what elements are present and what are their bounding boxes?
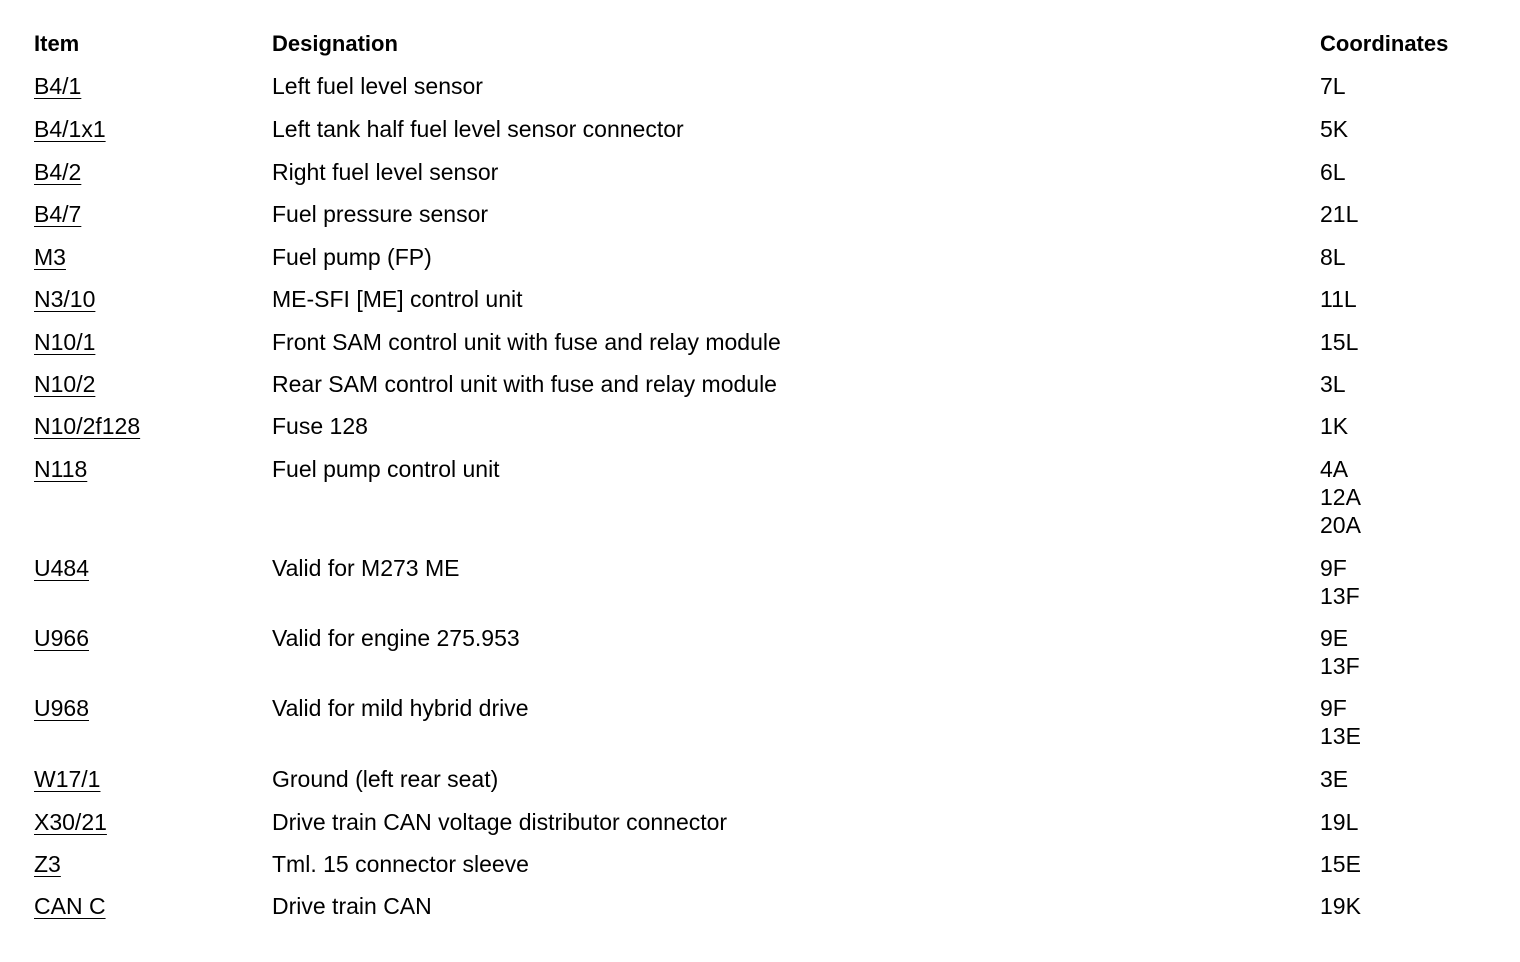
item-link[interactable]: N10/2 [34, 371, 96, 397]
coordinates-text: 9F 13E [1320, 695, 1361, 749]
item-link[interactable]: N3/10 [34, 286, 96, 312]
header-item: Item [34, 31, 80, 56]
designation-text: Fuse 128 [272, 413, 368, 439]
item-link[interactable]: U966 [34, 625, 89, 651]
item-link[interactable]: N10/1 [34, 329, 96, 355]
coordinates-text: 3E [1320, 766, 1349, 792]
designation-text: Right fuel level sensor [272, 159, 499, 185]
designation-text: Drive train CAN [272, 893, 432, 919]
item-link[interactable]: W17/1 [34, 766, 101, 792]
designation-text: Valid for mild hybrid drive [272, 695, 529, 721]
item-link[interactable]: CAN C [34, 893, 106, 919]
coordinates-text: 11L [1320, 286, 1357, 312]
coordinates-text: 9F 13F [1320, 555, 1360, 609]
header-coordinates: Coordinates [1320, 31, 1449, 56]
designation-text: Rear SAM control unit with fuse and relay module [272, 371, 777, 397]
item-link[interactable]: M3 [34, 244, 66, 270]
coordinates-text: 5K [1320, 116, 1349, 142]
designation-text: Front SAM control unit with fuse and relay module [272, 329, 781, 355]
item-link[interactable]: Z3 [34, 851, 61, 877]
designation-text: Fuel pump (FP) [272, 244, 432, 270]
coordinates-text: 1K [1320, 413, 1349, 439]
item-link[interactable]: B4/1x1 [34, 116, 106, 142]
designation-text: Fuel pump control unit [272, 456, 500, 482]
designation-text: Valid for M273 ME [272, 555, 460, 581]
coordinates-text: 9E 13F [1320, 625, 1360, 679]
coordinates-text: 3L [1320, 371, 1346, 397]
item-link[interactable]: B4/2 [34, 159, 82, 185]
coordinates-text: 19L [1320, 809, 1359, 835]
coordinates-text: 21L [1320, 201, 1359, 227]
item-link[interactable]: B4/7 [34, 201, 82, 227]
coordinates-text: 6L [1320, 159, 1346, 185]
coordinates-text: 15L [1320, 329, 1359, 355]
item-link[interactable]: U968 [34, 695, 89, 721]
designation-text: Tml. 15 connector sleeve [272, 851, 529, 877]
designation-text: Left fuel level sensor [272, 73, 483, 99]
item-link[interactable]: X30/21 [34, 809, 107, 835]
designation-text: ME-SFI [ME] control unit [272, 286, 523, 312]
item-link[interactable]: N10/2f128 [34, 413, 141, 439]
designation-text: Fuel pressure sensor [272, 201, 489, 227]
designation-text: Ground (left rear seat) [272, 766, 499, 792]
designation-text: Left tank half fuel level sensor connector [272, 116, 684, 142]
item-link[interactable]: B4/1 [34, 73, 82, 99]
coordinates-text: 7L [1320, 73, 1346, 99]
coordinates-text: 8L [1320, 244, 1346, 270]
coordinates-text: 15E [1320, 851, 1361, 877]
designation-text: Drive train CAN voltage distributor connector [272, 809, 728, 835]
designation-text: Valid for engine 275.953 [272, 625, 520, 651]
coordinates-text: 4A 12A 20A [1320, 456, 1361, 538]
item-link[interactable]: N118 [34, 456, 88, 482]
header-designation: Designation [272, 31, 398, 56]
item-link[interactable]: U484 [34, 555, 89, 581]
coordinates-text: 19K [1320, 893, 1361, 919]
